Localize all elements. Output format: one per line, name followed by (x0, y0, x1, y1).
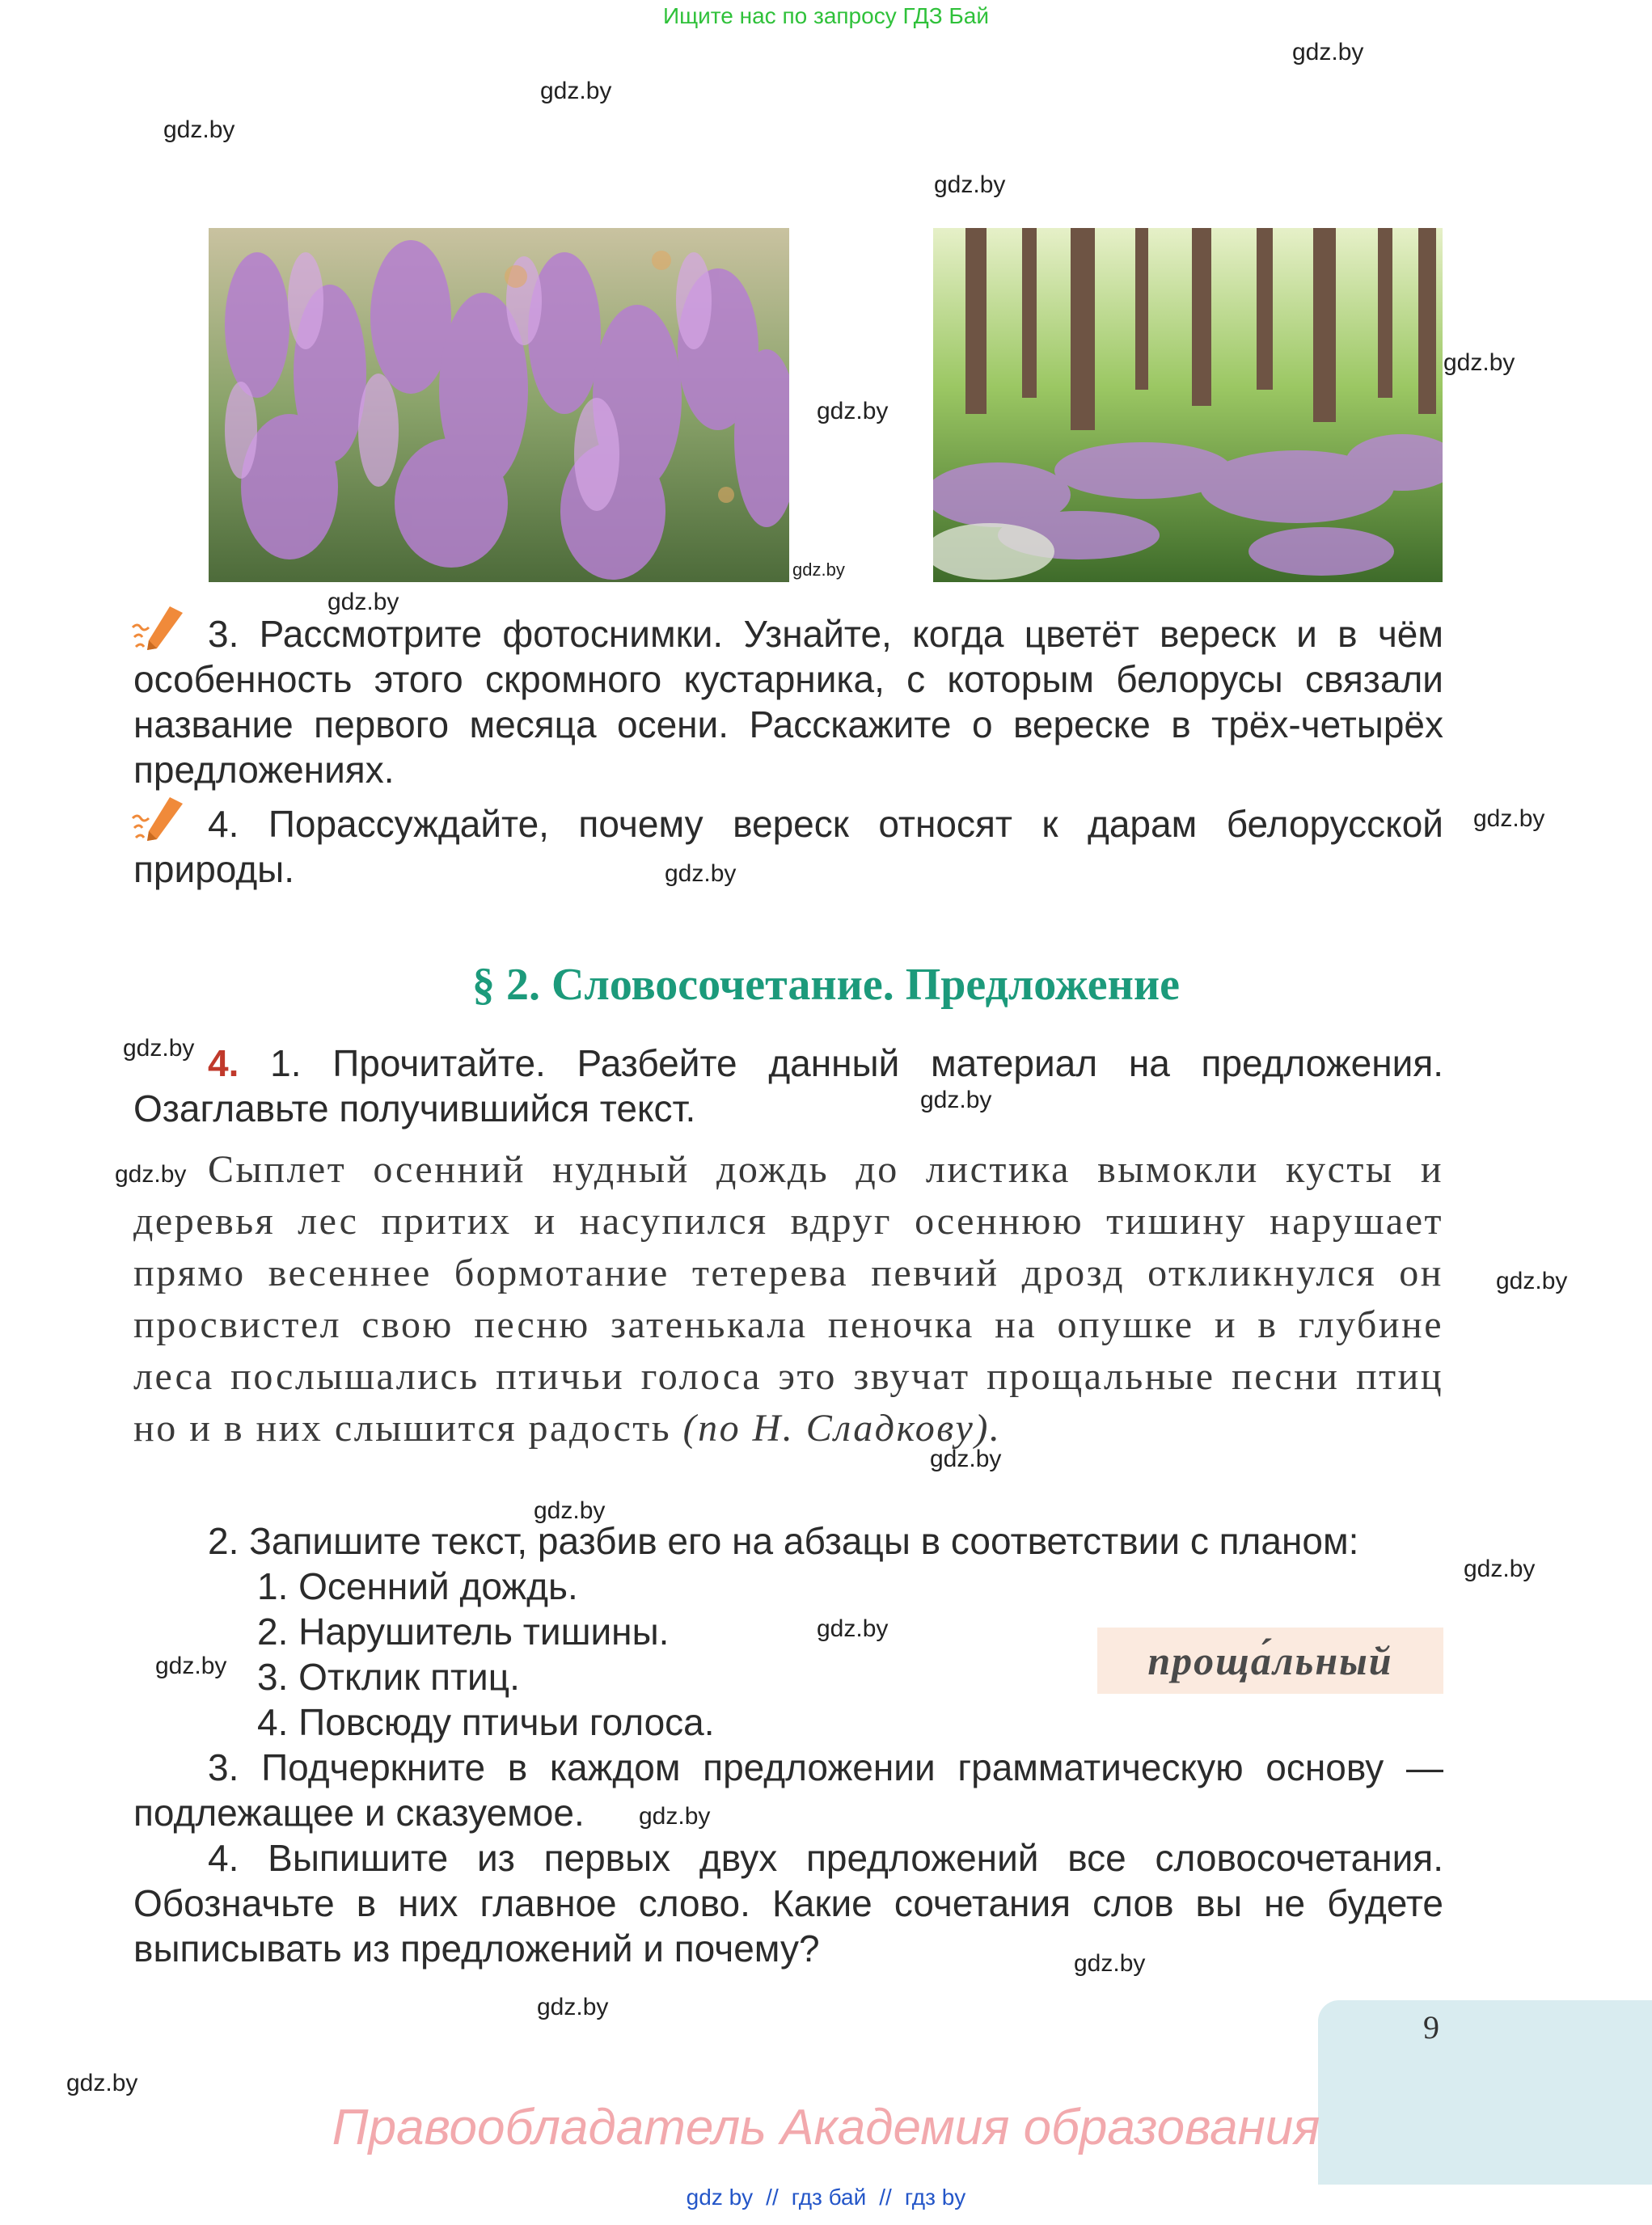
exercise-task-2-text: 2. Запишите текст, разбив его на абзацы в соответствии с планом: (208, 1520, 1359, 1562)
watermark: gdz.by (792, 559, 845, 580)
page-number-tab (1318, 2000, 1652, 2185)
bottom-links (0, 2185, 1652, 2210)
bottom-link[interactable]: гдз бай (791, 2185, 867, 2210)
exercise-task-3-text: 3. Подчеркните в каждом предложении грамматическую основу — подлежащее и сказуемое. (133, 1746, 1443, 1834)
watermark: gdz.by (639, 1803, 711, 1830)
watermark: gdz.by (934, 171, 1006, 198)
exercise-task-2 (133, 1518, 1443, 1564)
pine-forest-heather-photo (933, 228, 1443, 582)
exercise-4-instruction-text: 1. Прочитайте. Разбейте данный материал на предложения. Озаглавьте получившийся текст. (133, 1042, 1444, 1129)
exercise-passage (133, 1144, 1443, 1454)
watermark: gdz.by (1074, 1950, 1146, 1977)
watermark: gdz.by (1473, 805, 1545, 832)
watermark: gdz.by (665, 860, 737, 887)
watermark: gdz.by (540, 78, 612, 104)
plan-item: 1. Осенний дождь. (257, 1565, 578, 1607)
top-banner[interactable]: Ищите нас по запросу ГДЗ Бай (662, 3, 990, 28)
watermark: gdz.by (1496, 1268, 1568, 1294)
task-3-text: 3. Рассмотрите фотоснимки. Узнайте, когда цветёт вереск и в чём особенность этого скромного кустарника, с которым белорусы связали название первого месяца осени. Расскажите о вереске в трёх-четырёх предложениях. (133, 613, 1443, 791)
vocabulary-word-box: проща́льный (1097, 1628, 1443, 1694)
watermark: gdz.by (817, 398, 889, 424)
plan-item: 3. Отклик птиц. (257, 1656, 520, 1698)
bottom-link[interactable]: гдз by (904, 2185, 966, 2210)
watermark: gdz.by (327, 589, 399, 615)
passage-text: Сыплет осенний нудный дождь до листика вымокли кусты и деревья лес притих и насупился вдруг осеннюю тишину нарушает прямо весеннее бормотание тетерева певчий дрозд откликнулся он просвистел свою песню затенькала пеночка на опушке и в глубине леса послышались птичьи голоса это звучат прощальные песни птиц но и в них слышится радость (133, 1148, 1443, 1450)
watermark: gdz.by (163, 116, 235, 143)
watermark: gdz.by (534, 1497, 606, 1524)
watermark: gdz.by (66, 2070, 138, 2096)
exercise-task-4 (133, 1835, 1443, 1971)
watermark: gdz.by (930, 1446, 1002, 1472)
rights-holder-text: Правообладатель Академия образования (332, 2100, 1320, 2155)
watermark: gdz.by (1292, 39, 1364, 65)
task-4 (133, 801, 1443, 892)
bottom-link[interactable]: gdz by (686, 2185, 754, 2210)
exercise-task-3 (133, 1745, 1443, 1835)
plan-item: 4. Повсюду птичьи голоса. (257, 1701, 715, 1743)
plan-item: 2. Нарушитель тишины. (257, 1611, 670, 1653)
task-4-text: 4. Порассуждайте, почему вереск относят к дарам белорусской природы. (133, 803, 1443, 890)
page-number: 9 (1423, 2009, 1439, 2046)
watermark: gdz.by (537, 1994, 609, 2020)
passage-source: (по Н. Сладкову). (682, 1407, 1002, 1450)
link-separator: // (766, 2185, 779, 2210)
heather-closeup-photo (209, 228, 789, 582)
exercise-4-instruction (133, 1041, 1443, 1131)
link-separator: // (879, 2185, 892, 2210)
section-title: § 2. Словосочетание. Предложение (471, 960, 1181, 1010)
watermark: gdz.by (817, 1615, 889, 1642)
watermark: gdz.by (155, 1653, 227, 1679)
watermark: gdz.by (123, 1035, 195, 1062)
exercise-number: 4. (208, 1042, 239, 1084)
watermark: gdz.by (920, 1087, 992, 1113)
exercise-task-4-text: 4. Выпишите из первых двух предложений все словосочетания. Обозначьте в них главное слово. Какие сочетания слов вы не будете выписывать из предложений и почему? (133, 1837, 1443, 1970)
watermark: gdz.by (115, 1161, 187, 1188)
watermark: gdz.by (1464, 1556, 1536, 1582)
task-3 (133, 611, 1443, 792)
watermark: gdz.by (1443, 349, 1515, 376)
